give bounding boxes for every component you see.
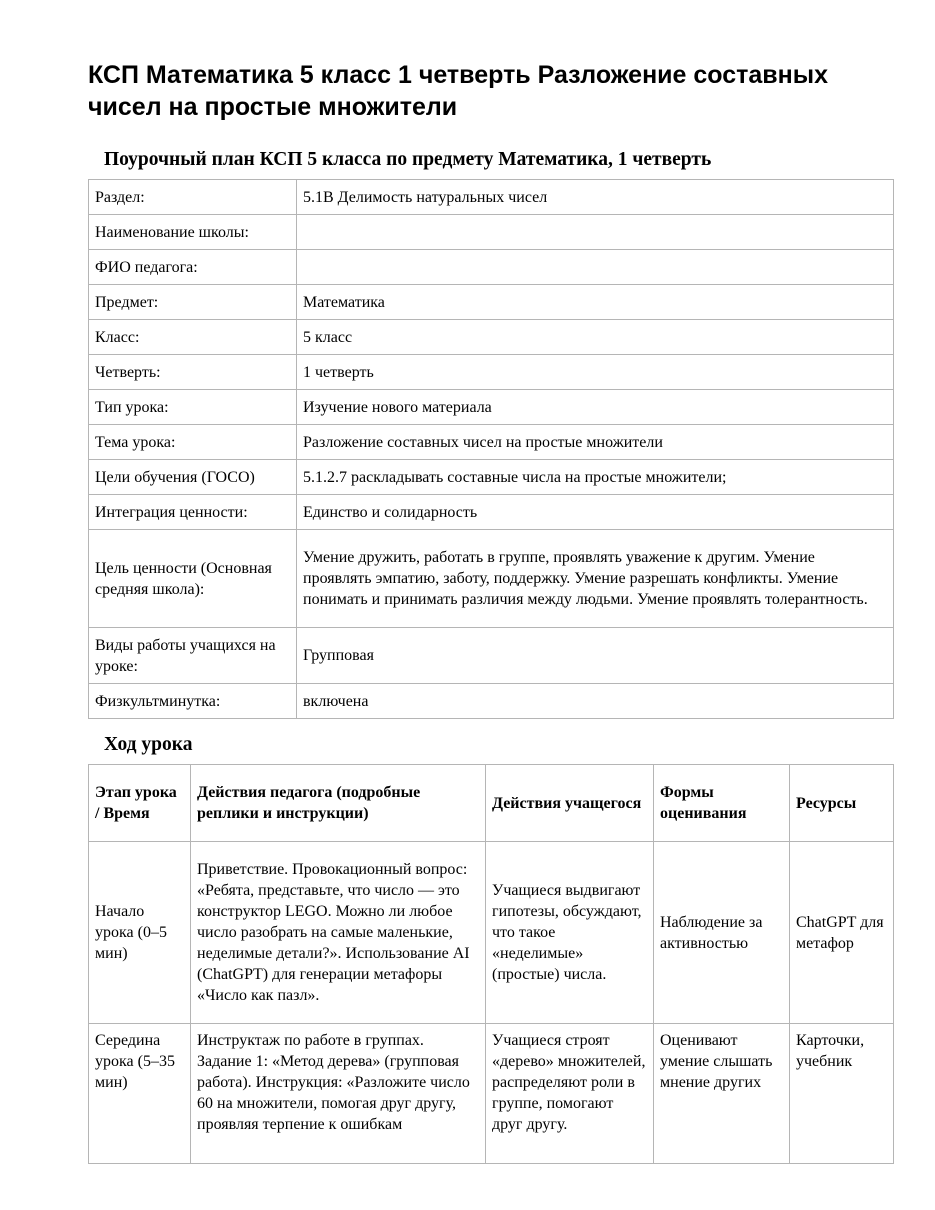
info-value: Математика (297, 285, 894, 320)
info-value: 5 класс (297, 320, 894, 355)
info-label: Интеграция ценности: (89, 495, 297, 530)
resources-cell: Карточки, учебник (790, 1024, 894, 1164)
info-row-goals (89, 460, 894, 495)
info-value: Групповая (297, 628, 894, 684)
info-row-teacher (89, 250, 894, 285)
assessment-cell: Оценивают умение слышать мнение других (654, 1024, 790, 1164)
info-label: Наименование школы: (89, 215, 297, 250)
header-assessment: Формы оценивания (654, 765, 790, 842)
header-student: Действия учащегося (486, 765, 654, 842)
info-value (297, 215, 894, 250)
info-row-value-goal (89, 530, 894, 628)
info-label: ФИО педагога: (89, 250, 297, 285)
info-value: Изучение нового материала (297, 390, 894, 425)
info-row-section (89, 180, 894, 215)
info-value: включена (297, 684, 894, 719)
teacher-cell: Приветствие. Провокационный вопрос: «Ребята, представьте, что число — это конструктор LEGO. Можно ли любое число разобрать на самые маленькие, неделимые детали?». Использование AI (ChatGPT) для генерации метафоры «Число как пазл». (191, 842, 486, 1024)
info-value (297, 250, 894, 285)
info-label: Класс: (89, 320, 297, 355)
lesson-heading: Ход урока (104, 734, 193, 755)
info-value: Разложение составных чисел на простые множители (297, 425, 894, 460)
info-label: Цели обучения (ГОСО) (89, 460, 297, 495)
header-resources: Ресурсы (790, 765, 894, 842)
info-value: Умение дружить, работать в группе, проявлять уважение к другим. Умение проявлять эмпатию, заботу, поддержку. Умение разрешать конфликты. Умение понимать и принимать различия между людьми. Умение проявлять толерантность. (297, 530, 894, 628)
info-row-work-types (89, 628, 894, 684)
info-label: Предмет: (89, 285, 297, 320)
info-value: 5.1В Делимость натуральных чисел (297, 180, 894, 215)
resources-cell: ChatGPT для метафор (790, 842, 894, 1024)
info-value: 1 четверть (297, 355, 894, 390)
info-row-subject (89, 285, 894, 320)
teacher-cell: Инструктаж по работе в группах. Задание 1: «Метод дерева» (групповая работа). Инструкция: «Разложите число 60 на множители, помогая друг другу, проявляя терпение к ошибкам (191, 1024, 486, 1164)
lesson-table (88, 764, 894, 1164)
table-row (89, 1024, 894, 1164)
info-row-topic (89, 425, 894, 460)
info-label: Тип урока: (89, 390, 297, 425)
info-label: Виды работы учащихся на уроке: (89, 628, 297, 684)
info-label: Физкультминутка: (89, 684, 297, 719)
student-cell: Учащиеся выдвигают гипотезы, обсуждают, что такое «неделимые» (простые) числа. (486, 842, 654, 1024)
info-row-exercise (89, 684, 894, 719)
info-label: Раздел: (89, 180, 297, 215)
student-cell: Учащиеся строят «дерево» множителей, распределяют роли в группе, помогают друг другу. (486, 1024, 654, 1164)
info-row-quarter (89, 355, 894, 390)
info-row-grade (89, 320, 894, 355)
info-row-lesson-type (89, 390, 894, 425)
header-stage: Этап урока / Время (89, 765, 191, 842)
stage-cell: Середина урока (5–35 мин) (89, 1024, 191, 1164)
info-value: 5.1.2.7 раскладывать составные числа на простые множители; (297, 460, 894, 495)
table-row (89, 842, 894, 1024)
info-row-school (89, 215, 894, 250)
info-table (88, 179, 894, 719)
info-value: Единство и солидарность (297, 495, 894, 530)
stage-cell: Начало урока (0–5 мин) (89, 842, 191, 1024)
lesson-header-row (89, 765, 894, 842)
info-row-value (89, 495, 894, 530)
info-label: Цель ценности (Основная средняя школа): (89, 530, 297, 628)
header-teacher: Действия педагога (подробные реплики и инструкции) (191, 765, 486, 842)
page-title: КСП Математика 5 класс 1 четверть Разложение составных чисел на простые множители (88, 61, 829, 121)
assessment-cell: Наблюдение за активностью (654, 842, 790, 1024)
info-label: Тема урока: (89, 425, 297, 460)
plan-heading: Поурочный план КСП 5 класса по предмету Математика, 1 четверть (104, 149, 712, 170)
info-label: Четверть: (89, 355, 297, 390)
